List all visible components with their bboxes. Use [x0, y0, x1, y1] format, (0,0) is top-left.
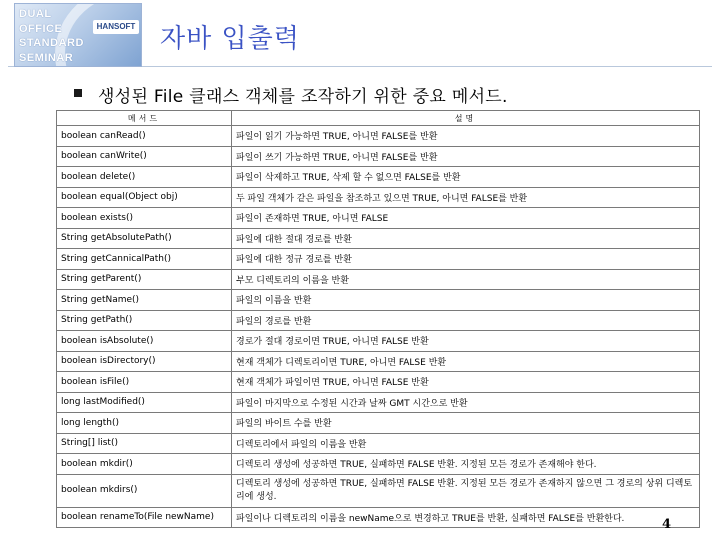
method-cell: boolean canWrite(): [57, 146, 232, 167]
table-row: [57, 413, 700, 434]
method-cell: boolean delete(): [57, 167, 232, 188]
method-cell: boolean canRead(): [57, 126, 232, 147]
description-cell: 파일에 대한 정규 경로를 반환: [232, 249, 700, 270]
description-cell: 경로가 절대 경로이면 TRUE, 아니면 FALSE 반환: [232, 331, 700, 352]
table-row: [57, 310, 700, 331]
table-row: [57, 454, 700, 475]
description-cell: 파일의 바이트 수를 반환: [232, 413, 700, 434]
description-cell: 현재 객체가 파일이면 TRUE, 아니면 FALSE 반환: [232, 372, 700, 393]
description-cell: 두 파일 객체가 같은 파일을 참조하고 있으면 TRUE, 아니면 FALSE를 반환: [232, 187, 700, 208]
description-cell: 디렉토리 생성에 성공하면 TRUE, 실패하면 FALSE 반환. 지정된 모든 경로가 존재하지 않으면 그 경로의 상위 디렉토리에 생성.: [232, 474, 700, 507]
table-row: [57, 372, 700, 393]
method-cell: boolean mkdir(): [57, 454, 232, 475]
column-header-description: 설명: [232, 111, 700, 126]
table-row: [57, 249, 700, 270]
method-cell: String getPath(): [57, 310, 232, 331]
description-cell: 파일이나 디렉토리의 이름을 newName으로 변경하고 TRUE를 반환, 실패하면 FALSE를 반환한다.: [232, 507, 700, 528]
description-cell: 파일이 마지막으로 수정된 시간과 날짜 GMT 시간으로 반환: [232, 392, 700, 413]
page-number: 4: [662, 517, 672, 532]
method-cell: long lastModified(): [57, 392, 232, 413]
description-cell: 파일이 읽기 가능하면 TRUE, 아니면 FALSE를 반환: [232, 126, 700, 147]
method-cell: boolean mkdirs(): [57, 474, 232, 507]
table-row: [57, 208, 700, 229]
table-row: [57, 187, 700, 208]
method-cell: String[] list(): [57, 433, 232, 454]
table-row: [57, 167, 700, 188]
method-cell: boolean isFile(): [57, 372, 232, 393]
description-cell: 파일의 경로를 반환: [232, 310, 700, 331]
method-cell: boolean isAbsolute(): [57, 331, 232, 352]
table-row: [57, 507, 700, 528]
method-cell: boolean equal(Object obj): [57, 187, 232, 208]
method-cell: String getName(): [57, 290, 232, 311]
table-row: [57, 331, 700, 352]
table-row: [57, 228, 700, 249]
logo-text: [19, 7, 84, 65]
method-cell: boolean exists(): [57, 208, 232, 229]
description-cell: 디렉토리에서 파일의 이름을 반환: [232, 433, 700, 454]
description-cell: 부모 디렉토리의 이름을 반환: [232, 269, 700, 290]
table-row: [57, 474, 700, 507]
method-cell: String getCannicalPath(): [57, 249, 232, 270]
logo-line: STANDARD: [19, 37, 84, 49]
slide-subtitle: 생성된 File 클래스 객체를 조작하기 위한 중요 메서드.: [98, 87, 508, 107]
table-row: [57, 351, 700, 372]
methods-table: [56, 110, 700, 528]
description-cell: 파일의 이름을 반환: [232, 290, 700, 311]
method-cell: long length(): [57, 413, 232, 434]
seminar-logo: [14, 3, 142, 67]
table-row: [57, 126, 700, 147]
bullet-icon: [74, 89, 82, 97]
method-cell: String getAbsolutePath(): [57, 228, 232, 249]
description-cell: 파일이 존재하면 TRUE, 아니면 FALSE: [232, 208, 700, 229]
method-cell: String getParent(): [57, 269, 232, 290]
description-cell: 파일이 쓰기 가능하면 TRUE, 아니면 FALSE를 반환: [232, 146, 700, 167]
table-row: [57, 290, 700, 311]
table-row: [57, 433, 700, 454]
logo-line: OFFICE: [19, 22, 63, 35]
table-header-row: [57, 111, 700, 126]
description-cell: 현재 객체가 디렉토리이면 TURE, 아니면 FALSE 반환: [232, 351, 700, 372]
table-row: [57, 146, 700, 167]
slide-title: 자바 입출력: [160, 24, 300, 54]
table-row: [57, 392, 700, 413]
brand-logo: HANSOFT: [93, 20, 139, 34]
table-row: [57, 269, 700, 290]
column-header-method: 메서드: [57, 111, 232, 126]
logo-line: SEMINAR: [19, 51, 74, 64]
method-cell: boolean isDirectory(): [57, 351, 232, 372]
logo-line: DUAL: [19, 8, 52, 20]
description-cell: 파일이 삭제하고 TRUE, 삭제 할 수 없으면 FALSE를 반환: [232, 167, 700, 188]
description-cell: 디렉토리 생성에 성공하면 TRUE, 실패하면 FALSE 반환. 지정된 모든 경로가 존재해야 한다.: [232, 454, 700, 475]
method-cell: boolean renameTo(File newName): [57, 507, 232, 528]
description-cell: 파일에 대한 절대 경로를 반환: [232, 228, 700, 249]
